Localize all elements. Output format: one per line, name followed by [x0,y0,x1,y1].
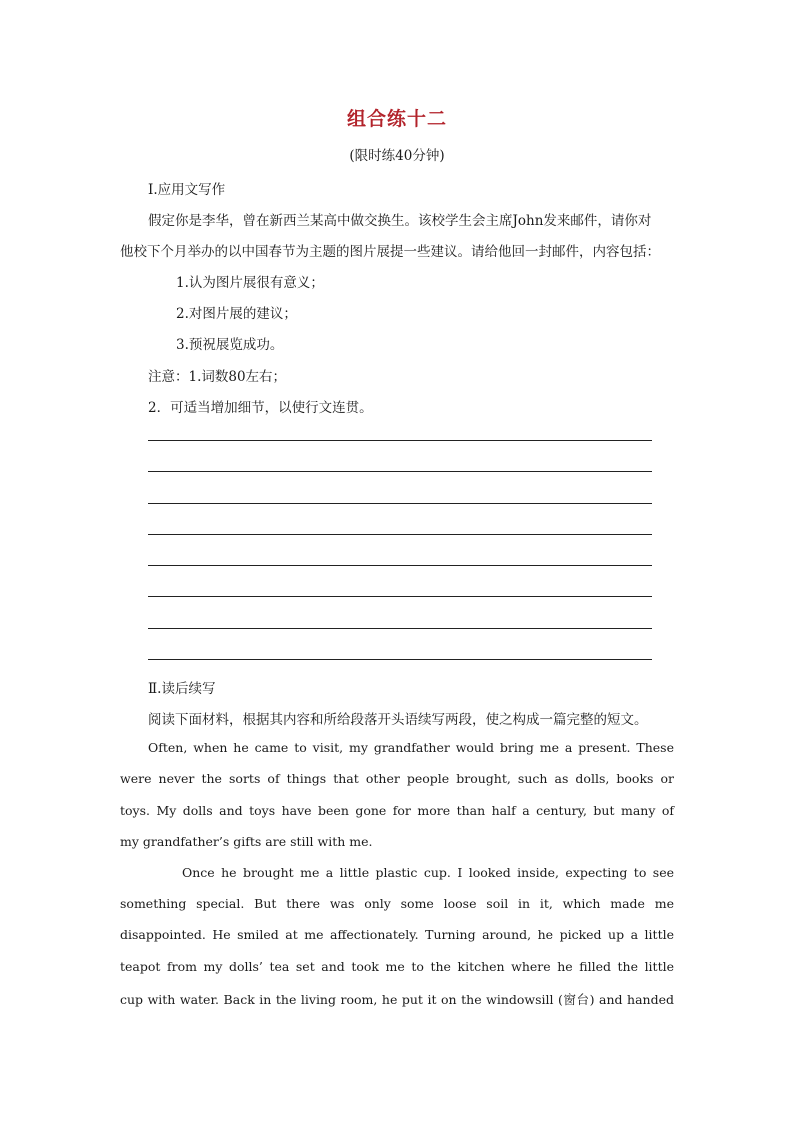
answer-line[interactable] [148,596,652,597]
answer-line[interactable] [148,628,652,629]
page-title: 组合练十二 [346,108,447,130]
passage-paragraph-1-line: Often, when he came to visit, my grandfather would bring me a present. These [148,740,674,755]
requirement-point-1: 1.认为图片展很有意义； [176,275,324,291]
passage-paragraph-1-line: were never the sorts of things that other people brought, such as dolls, books or [120,771,674,786]
answer-line[interactable] [148,659,652,660]
note-line-1: 注意：1.词数80左右； [148,369,287,385]
passage-paragraph-2-line: Once he brought me a little plastic cup. I looked inside, expecting to see [182,865,674,880]
passage-paragraph-1-line: toys. My dolls and toys have been gone for more than half a century, but many of [120,803,674,818]
section1-heading: Ⅰ.应用文写作 [148,182,226,198]
requirement-point-2: 2.对图片展的建议； [176,306,297,322]
passage-paragraph-1-line: my grandfather’s gifts are still with me. [120,834,373,849]
section2-heading: Ⅱ.读后续写 [148,681,216,697]
passage-paragraph-2-line: disappointed. He smiled at me affectionately. Turning around, he picked up a little [120,927,674,942]
writing-prompt-line-2: 他校下个月举办的以中国春节为主题的图片展提一些建议。请给他回一封邮件，内容包括： [120,244,660,260]
time-limit-subtitle: (限时练40分钟) [349,148,445,164]
writing-prompt-line-1: 假定你是李华，曾在新西兰某高中做交换生。该校学生会主席John发来邮件，请你对 [148,213,652,229]
answer-line[interactable] [148,440,652,441]
note-line-2: 2．可适当增加细节，以使行文连贯。 [148,400,373,416]
answer-line[interactable] [148,503,652,504]
requirement-point-3: 3.预祝展览成功。 [176,337,284,353]
passage-paragraph-2-line: something special. But there was only some loose soil in it, which made me [120,896,674,911]
answer-line[interactable] [148,565,652,566]
answer-line[interactable] [148,534,652,535]
passage-paragraph-2-line: cup with water. Back in the living room, he put it on the windowsill (窗台) and handed [120,992,674,1007]
passage-paragraph-2-line: teapot from my dolls’ tea set and took me to the kitchen where he filled the little [120,959,674,974]
answer-line[interactable] [148,471,652,472]
continuation-instruction: 阅读下面材料，根据其内容和所给段落开头语续写两段，使之构成一篇完整的短文。 [148,712,648,728]
